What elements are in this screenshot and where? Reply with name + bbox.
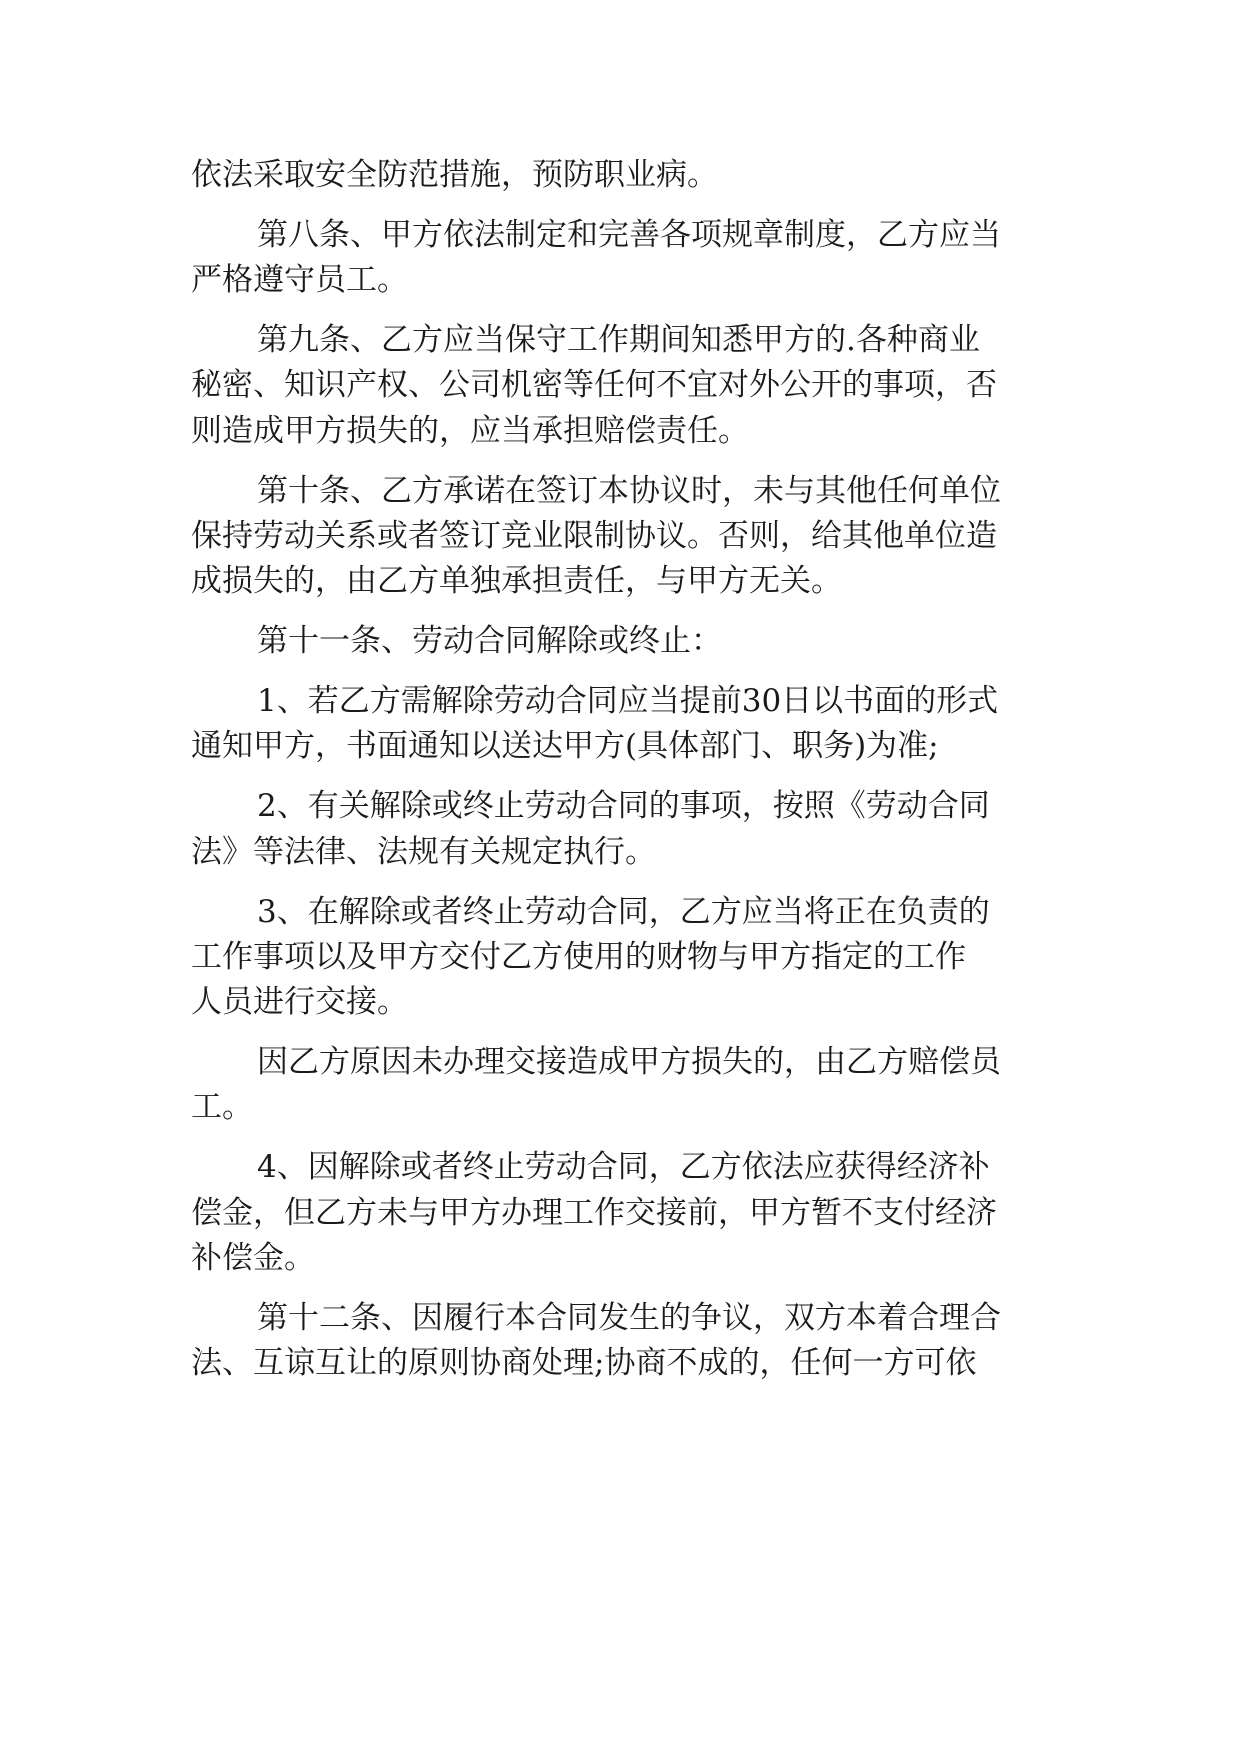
- text-line: 第九条、乙方应当保守工作期间知悉甲方的.各种商业: [257, 322, 980, 358]
- text-line: 3、在解除或者终止劳动合同，乙方应当将正在负责的: [257, 894, 990, 930]
- text-line: 第十二条、因履行本合同发生的争议，双方本着合理合: [257, 1300, 1001, 1336]
- text-line: 因乙方原因未办理交接造成甲方损失的，由乙方赔偿员: [257, 1044, 1001, 1080]
- text-line: 第八条、甲方依法制定和完善各项规章制度，乙方应当: [257, 217, 1001, 253]
- text-line: 则造成甲方损失的，应当承担赔偿责任。: [191, 413, 749, 449]
- text-line: 2、有关解除或终止劳动合同的事项，按照《劳动合同: [257, 788, 990, 824]
- text-line: 依法采取安全防范措施，预防职业病。: [191, 157, 718, 193]
- text-line: 法、互谅互让的原则协商处理;协商不成的，任何一方可依: [191, 1345, 977, 1381]
- text-line: 人员进行交接。: [191, 984, 408, 1020]
- text-line: 补偿金。: [191, 1240, 315, 1276]
- text-line: 工作事项以及甲方交付乙方使用的财物与甲方指定的工作: [191, 939, 966, 975]
- text-line: 偿金，但乙方未与甲方办理工作交接前，甲方暂不支付经济: [191, 1195, 997, 1231]
- text-line: 通知甲方，书面通知以送达甲方(具体部门、职务)为准;: [191, 728, 939, 764]
- text-line: 1、若乙方需解除劳动合同应当提前30日以书面的形式: [257, 683, 999, 719]
- text-line: 严格遵守员工。: [191, 262, 408, 298]
- text-line: 成损失的，由乙方单独承担责任，与甲方无关。: [191, 563, 842, 599]
- text-line: 保持劳动关系或者签订竞业限制协议。否则，给其他单位造: [191, 518, 997, 554]
- text-line: 工。: [191, 1089, 253, 1125]
- text-line: 4、因解除或者终止劳动合同，乙方依法应获得经济补: [257, 1149, 990, 1185]
- text-line: 第十一条、劳动合同解除或终止：: [257, 623, 722, 659]
- text-line: 第十条、乙方承诺在签订本协议时，未与其他任何单位: [257, 473, 1001, 509]
- text-line: 秘密、知识产权、公司机密等任何不宜对外公开的事项，否: [191, 367, 997, 403]
- text-line: 法》等法律、法规有关规定执行。: [191, 834, 656, 870]
